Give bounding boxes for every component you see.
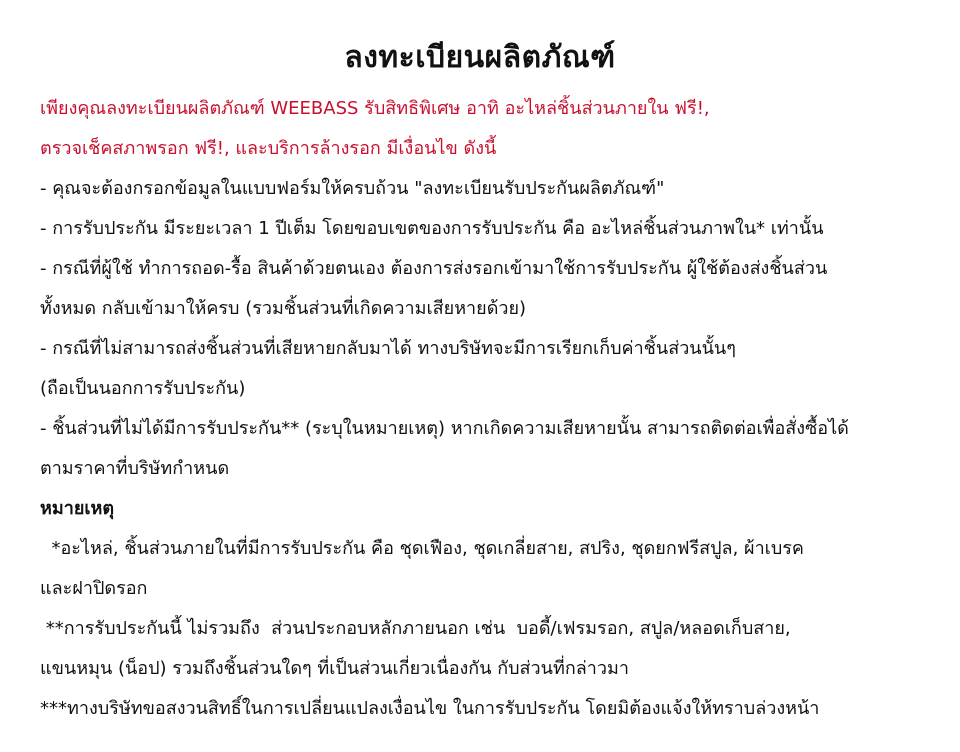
- intro-section: [40, 89, 920, 169]
- note-line: *อะไหล่, ชิ้นส่วนภายในที่มีการรับประกัน คือ ชุดเฟือง, ชุดเกลี่ยสาย, สปริง, ชุดยกฟรีสปูล, ผ้าเบรค: [40, 538, 804, 559]
- note-line: แขนหมุน (น็อป) รวมถึงชิ้นส่วนใดๆ ที่เป็นส่วนเกี่ยวเนื่องกัน กับส่วนที่กล่าวมา: [40, 658, 629, 679]
- condition-line: (ถือเป็นนอกการรับประกัน): [40, 378, 246, 399]
- note-line: และฝาปิดรอก: [40, 578, 148, 599]
- intro-line-1: เพียงคุณลงทะเบียนผลิตภัณฑ์ WEEBASS รับสิทธิพิเศษ อาทิ อะไหล่ชิ้นส่วนภายใน ฟรี!,: [40, 98, 710, 119]
- notes-heading: หมายเหตุ: [40, 498, 115, 519]
- page-title: ลงทะเบียนผลิตภัณฑ์: [344, 40, 616, 75]
- note-line: ***ทางบริษัทขอสงวนสิทธิ์ในการเปลี่ยนแปลงเงื่อนไข ในการรับประกัน โดยมิต้องแจ้งให้ทราบล่วงหน้า: [40, 698, 820, 719]
- condition-line: - คุณจะต้องกรอกข้อมูลในแบบฟอร์มให้ครบถ้วน "ลงทะเบียนรับประกันผลิตภัณฑ์": [40, 178, 665, 199]
- notes-list: [40, 529, 920, 729]
- intro-line-2: ตรวจเช็คสภาพรอก ฟรี!, และบริการล้างรอก มีเงื่อนไข ดังนี้: [40, 138, 497, 159]
- condition-line: ตามราคาที่บริษัทกำหนด: [40, 458, 230, 479]
- condition-line: - ชิ้นส่วนที่ไม่ได้มีการรับประกัน** (ระบุในหมายเหตุ) หากเกิดความเสียหายนั้น สามารถติดต่อเพื่อสั่งซื้อได้: [40, 418, 849, 439]
- condition-line: - กรณีที่ไม่สามารถส่งชิ้นส่วนที่เสียหายกลับมาได้ ทางบริษัทจะมีการเรียกเก็บค่าชิ้นส่วนนั้นๆ: [40, 338, 736, 359]
- condition-line: ทั้งหมด กลับเข้ามาให้ครบ (รวมชิ้นส่วนที่เกิดความเสียหายด้วย): [40, 298, 527, 319]
- condition-line: - กรณีที่ผู้ใช้ ทำการถอด-รื้อ สินค้าด้วยตนเอง ต้องการส่งรอกเข้ามาใช้การรับประกัน ผู้ใช้ต้องส่งชิ้นส่วน: [40, 258, 828, 279]
- note-line: **การรับประกันนี้ ไม่รวมถึง ส่วนประกอบหลักภายนอก เช่น บอดี้/เฟรมรอก, สปูล/หลอดเก็บสาย,: [40, 618, 791, 639]
- condition-line: - การรับประกัน มีระยะเวลา 1 ปีเต็ม โดยขอบเขตของการรับประกัน คือ อะไหล่ชิ้นส่วนภาพใน* เท่านั้น: [40, 218, 824, 239]
- conditions-list: [40, 169, 920, 489]
